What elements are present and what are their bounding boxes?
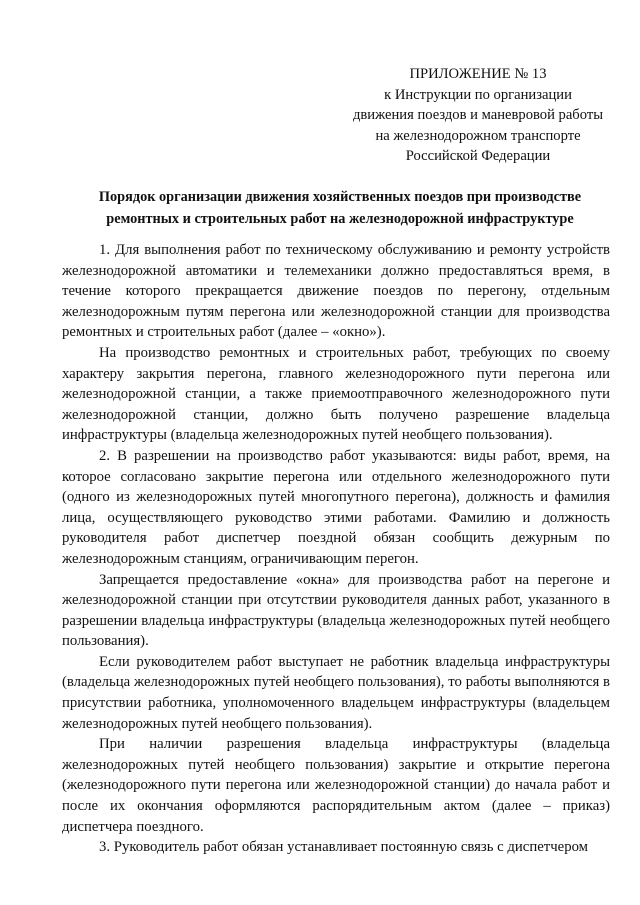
paragraph-1: 1. Для выполнения работ по техническому обслуживанию и ремонту устройств железнодорожной автоматики и телемеханики должно предоставляться время, в течение которого прекращается движение поездов по перегону, отдельным железнодорожным путям перегона или железнодорожной станции для производства ремонтных и строительных работ (далее – «окно»).: [62, 242, 610, 341]
paragraph-3: 2. В разрешении на производство работ указываются: виды работ, время, на которое согласовано закрытие перегона или отдельного железнодорожного пути (одного из железнодорожных путей многопутного перегона), должность и фамилия лица, осуществляющего руководство этими работами. Фамилию и должность руководителя работ диспетчер поездной обязан сообщить дежурным по железнодорожным станциям, ограничивающим перегон.: [62, 447, 610, 567]
paragraph-4: Запрещается предоставление «окна» для производства работ на перегоне и железнодорожной станции при отсутствии руководителя данных работ, указанного в разрешении владельца инфраструктуры (владельца железнодорожных путей необщего пользования).: [62, 571, 610, 650]
appendix-line: к Инструкции по организации: [384, 86, 572, 103]
title-line: Порядок организации движения хозяйственных поездов при производстве: [98, 189, 582, 205]
document-title: [60, 186, 620, 230]
title-line: ремонтных и строительных работ на железнодорожной инфраструктуре: [106, 211, 574, 227]
appendix-line: движения поездов и маневровой работы: [352, 107, 604, 124]
paragraph-5: Если руководителем работ выступает не работник владельца инфраструктуры (владельца железнодорожных путей необщего пользования), то работы выполняются в присутствии работника, уполномоченного владельцем инфраструктуры (владельцем железнодорожных путей необщего пользования).: [62, 653, 610, 732]
appendix-line: Российской Федерации: [405, 148, 551, 165]
paragraph-2: На производство ремонтных и строительных работ, требующих по своему характеру закрытия перегона, главного железнодорожного пути перегона или железнодорожной станции, а также приемоотправочного железнодорожного пути железнодорожной станции, должно быть получено разрешение владельца инфраструктуры (владельца железнодорожных путей необщего пользования).: [62, 344, 610, 444]
appendix-line: на железнодорожном транспорте: [375, 127, 581, 144]
appendix-header: [340, 64, 616, 167]
appendix-number: ПРИЛОЖЕНИЕ № 13: [409, 66, 547, 82]
paragraph-7: 3. Руководитель работ обязан устанавливает постоянную связь с диспетчером: [99, 839, 589, 856]
paragraph-6: При наличии разрешения владельца инфраструктуры (владельца железнодорожных путей необщего пользования) закрытие и открытие перегона (железнодорожного пути перегона или железнодорожной станции) до начала работ и после их окончания оформляются распорядительным актом (далее – приказ) диспетчера поездного.: [62, 736, 610, 835]
document-body: [62, 240, 610, 858]
